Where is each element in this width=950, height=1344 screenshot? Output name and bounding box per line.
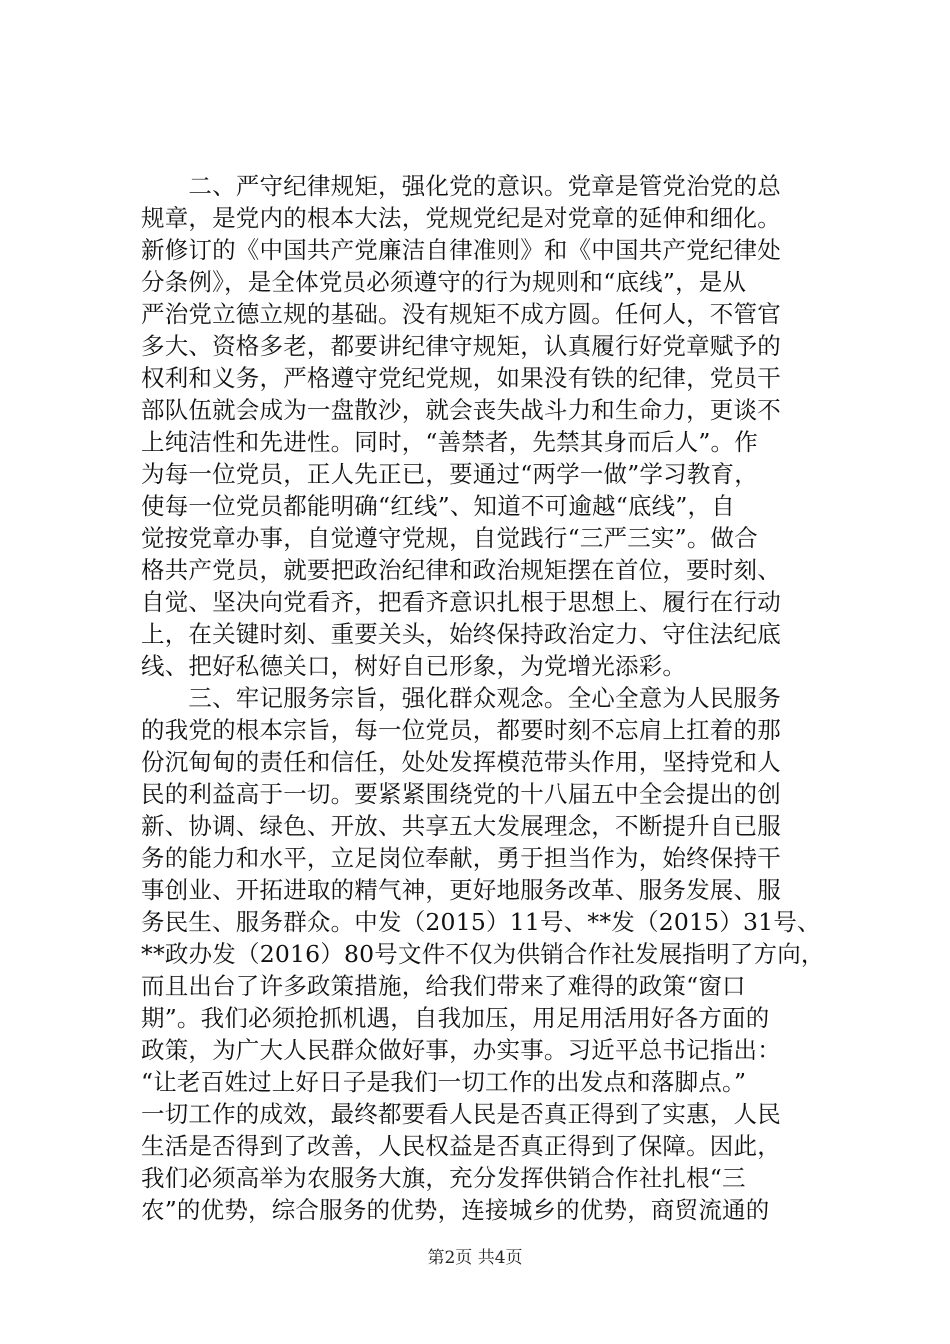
text-line: 务的能力和水平，立足岗位奉献，勇于担当作为，始终保持干 bbox=[141, 844, 781, 872]
page-number: 第2页 共4页 bbox=[427, 1248, 523, 1268]
text-line: 权利和义务，严格遵守党纪党规，如果没有铁的纪律，党员干 bbox=[141, 364, 781, 392]
text-line: 务民生、服务群众。中发（2015）11号、**发（2015）31号、 bbox=[141, 908, 821, 936]
text-line: “让老百姓过上好日子是我们一切工作的出发点和落脚点。” bbox=[141, 1068, 747, 1096]
text-line: 事创业、开拓进取的精气神，更好地服务改革、服务发展、服 bbox=[141, 876, 781, 904]
text-line: 使每一位党员都能明确“红线”、知道不可逾越“底线”，自 bbox=[141, 492, 735, 520]
body-text bbox=[141, 170, 841, 1226]
text-line: 农”的优势，综合服务的优势，连接城乡的优势，商贸流通的 bbox=[141, 1196, 770, 1224]
text-line: 我们必须高举为农服务大旗，充分发挥供销合作社扎根“三 bbox=[141, 1164, 746, 1192]
text-line: 为每一位党员，正人先正已，要通过“两学一做”学习教育， bbox=[141, 460, 758, 488]
text-line: 而且出台了许多政策措施，给我们带来了难得的政策“窗口 bbox=[141, 972, 746, 1000]
text-line: 格共产党员，就要把政治纪律和政治规矩摆在首位，要时刻、 bbox=[141, 556, 781, 584]
text-line: 份沉甸甸的责任和信任，处处发挥模范带头作用，坚持党和人 bbox=[141, 748, 781, 776]
text-line: 二、严守纪律规矩，强化党的意识。党章是管党治党的总 bbox=[141, 172, 781, 200]
text-line: **政办发（2016）80号文件不仅为供销合作社发展指明了方向， bbox=[141, 940, 825, 968]
text-line: 生活是否得到了改善，人民权益是否真正得到了保障。因此， bbox=[141, 1132, 781, 1160]
text-line: 分条例》，是全体党员必须遵守的行为规则和“底线”，是从 bbox=[141, 268, 747, 296]
text-line: 新修订的《中国共产党廉洁自律准则》和《中国共产党纪律处 bbox=[141, 236, 781, 264]
text-line: 上，在关键时刻、重要关头，始终保持政治定力、守住法纪底 bbox=[141, 620, 781, 648]
text-line: 一切工作的成效，最终都要看人民是否真正得到了实惠，人民 bbox=[141, 1100, 781, 1128]
text-line: 新、协调、绿色、开放、共享五大发展理念，不断提升自已服 bbox=[141, 812, 781, 840]
text-line: 自觉、坚决向党看齐，把看齐意识扎根于思想上、履行在行动 bbox=[141, 588, 781, 616]
text-line: 规章，是党内的根本大法，党规党纪是对党章的延伸和细化。 bbox=[141, 204, 781, 232]
text-line: 觉按党章办事，自觉遵守党规，自觉践行“三严三实”。做合 bbox=[141, 524, 758, 552]
text-line: 部队伍就会成为一盘散沙，就会丧失战斗力和生命力，更谈不 bbox=[141, 396, 781, 424]
text-line: 民的利益高于一切。要紧紧围绕党的十八届五中全会提出的创 bbox=[141, 780, 781, 808]
text-line: 三、牢记服务宗旨，强化群众观念。全心全意为人民服务 bbox=[141, 684, 781, 712]
text-line: 期”。我们必须抢抓机遇，自我加压，用足用活用好各方面的 bbox=[141, 1004, 770, 1032]
text-line: 多大、资格多老，都要讲纪律守规矩，认真履行好党章赋予的 bbox=[141, 332, 781, 360]
text-line: 政策，为广大人民群众做好事，办实事。习近平总书记指出： bbox=[141, 1036, 781, 1064]
text-line: 的我党的根本宗旨，每一位党员，都要时刻不忘肩上扛着的那 bbox=[141, 716, 781, 744]
text-line: 上纯洁性和先进性。同时，“善禁者，先禁其身而后人”。作 bbox=[141, 428, 758, 456]
text-line: 线、把好私德关口，树好自已形象，为党增光添彩。 bbox=[141, 652, 687, 680]
text-line: 严治党立德立规的基础。没有规矩不成方圆。任何人，不管官 bbox=[141, 300, 781, 328]
